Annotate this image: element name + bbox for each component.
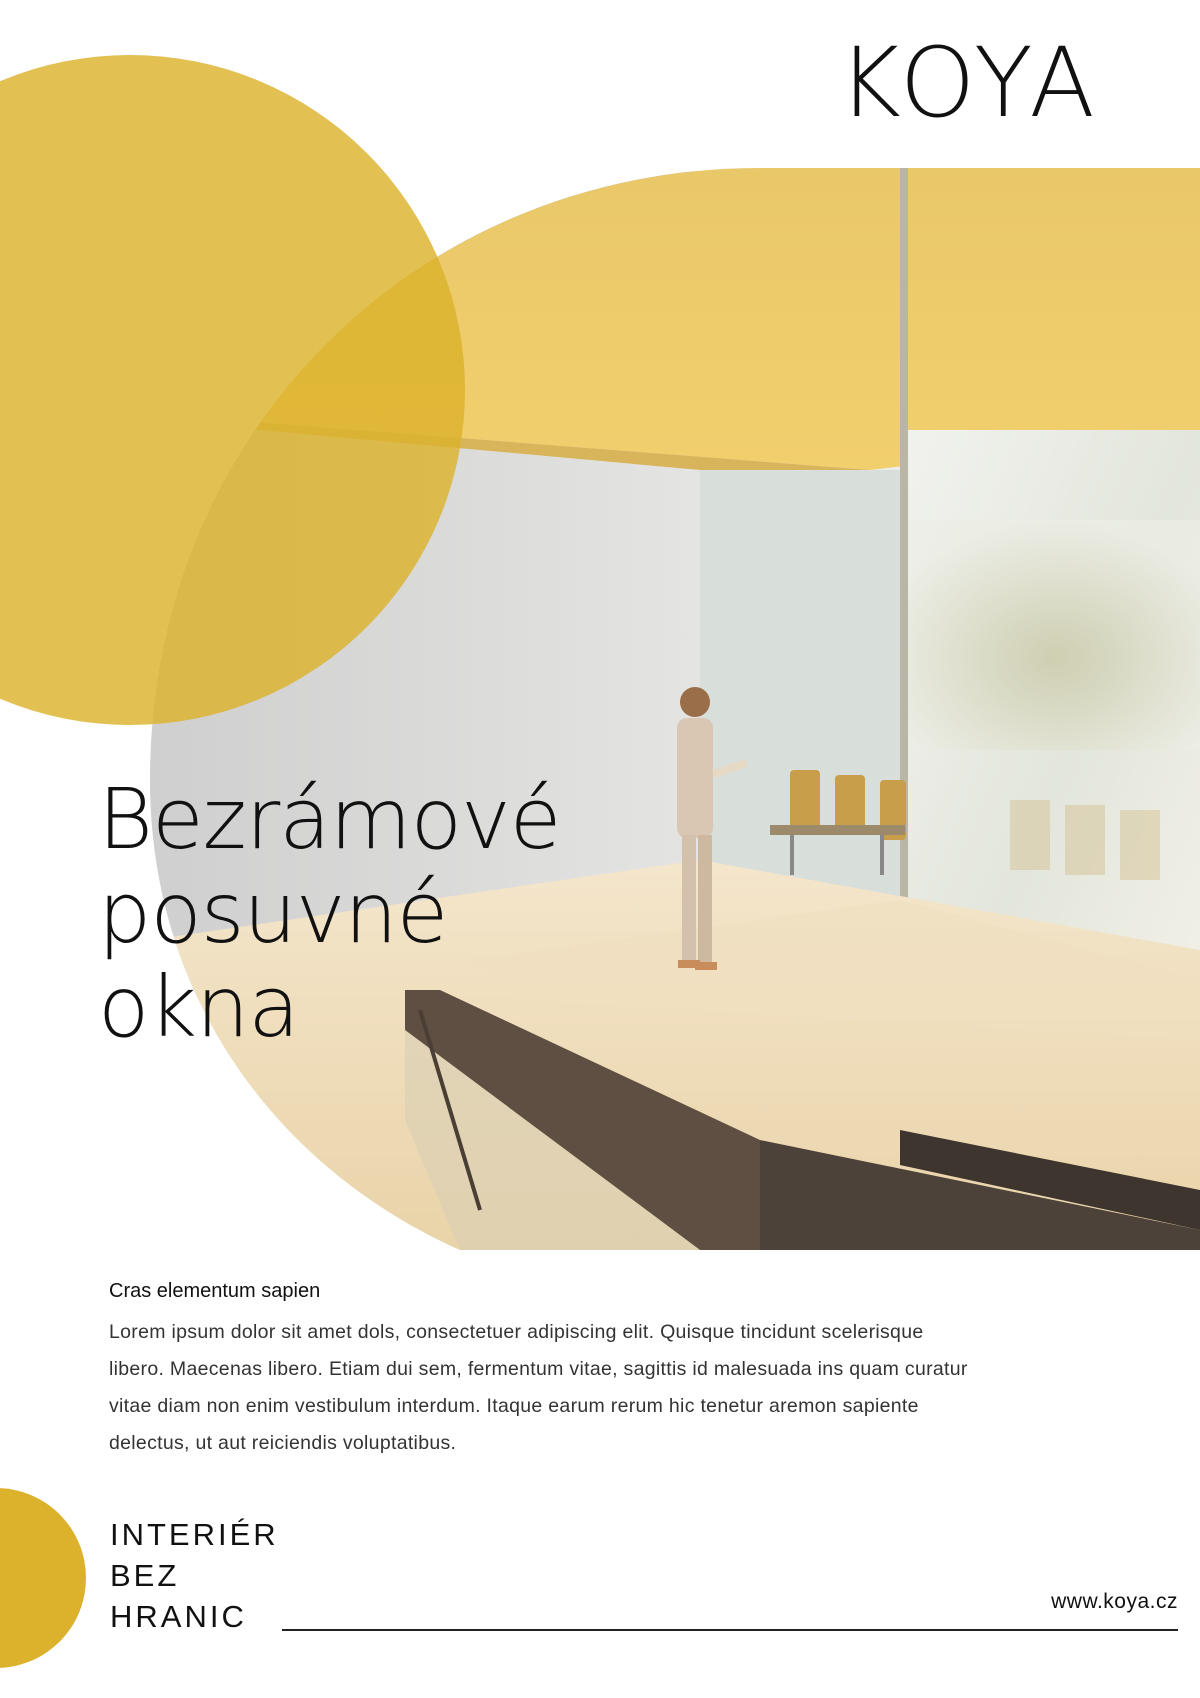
svg-text:KOYA: KOYA (838, 38, 1099, 124)
footer-divider (282, 1629, 1178, 1631)
headline (98, 772, 698, 1054)
website-link[interactable]: www.koya.cz (1051, 1590, 1178, 1613)
tagline-line-2: BEZ (110, 1558, 180, 1593)
body-title: Cras elementum sapien (109, 1280, 321, 1302)
body-line-1: Lorem ipsum dolor sit amet dols, consectetuer adipiscing elit. Quisque tincidunt scelerisque (109, 1321, 924, 1343)
tagline-line-3: HRANIC (110, 1599, 247, 1634)
body-line-2: libero. Maecenas libero. Etiam dui sem, fermentum vitae, sagittis id malesuada ins quam curatur (109, 1358, 968, 1380)
tagline-line-1: INTERIÉR (110, 1517, 279, 1552)
headline-line-2: posuvné (98, 864, 448, 962)
body-line-4: delectus, ut aut reiciendis voluptatibus. (109, 1432, 457, 1454)
headline-line-1: Bezrámové (98, 770, 561, 868)
tagline (110, 1514, 279, 1637)
headline-line-3: okna (98, 958, 299, 1056)
body-text (109, 1314, 1139, 1462)
body-line-3: vitae diam non enim vestibulum interdum. Itaque earum rerum hic tenetur aremon sapiente (109, 1395, 919, 1417)
koya-logo (838, 38, 1121, 124)
